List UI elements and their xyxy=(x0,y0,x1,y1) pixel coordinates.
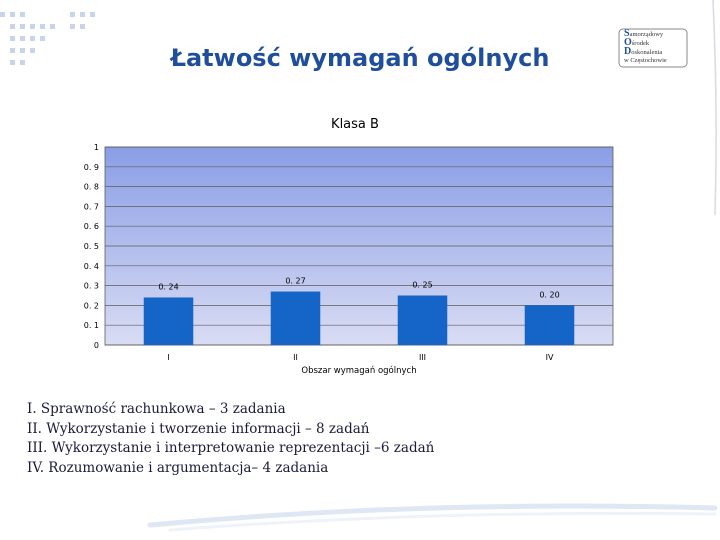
data-label: 0. 27 xyxy=(285,276,306,286)
legend-item-iv: IV. Rozumowanie i argumentacja– 4 zadania xyxy=(27,459,329,476)
bar-i xyxy=(144,297,194,345)
x-tick-label: I xyxy=(167,353,170,362)
category-legend xyxy=(27,400,434,478)
y-tick-label: 1 xyxy=(93,143,99,152)
data-label: 0. 20 xyxy=(539,290,560,300)
x-tick-label: II xyxy=(293,353,298,362)
y-tick-label: 0. 3 xyxy=(83,281,99,291)
data-label: 0. 25 xyxy=(412,280,433,290)
legend-item-iii: III. Wykorzystanie i interpretowanie reprezentacji –6 zadań xyxy=(27,440,435,456)
y-tick-label: 0 xyxy=(93,341,99,350)
y-tick-label: 0. 9 xyxy=(83,162,99,172)
y-tick-label: 0. 1 xyxy=(83,321,99,331)
y-tick-label: 0. 7 xyxy=(83,202,99,212)
y-tick-label: 0. 6 xyxy=(83,222,99,232)
x-tick-label: III xyxy=(418,353,427,362)
institution-logo: Samorządowy Ośrodek Doskonalenia w Częstochowie xyxy=(618,28,688,68)
bar-iii xyxy=(398,296,448,346)
decorative-edge-line xyxy=(712,0,720,220)
x-tick-label: IV xyxy=(545,353,554,362)
x-axis-label: Obszar wymagań ogólnych xyxy=(301,366,417,376)
legend-item-ii: II. Wykorzystanie i tworzenie informacji – 8 zadań xyxy=(27,420,370,437)
y-tick-label: 0. 8 xyxy=(83,182,99,192)
data-label: 0. 24 xyxy=(158,282,179,292)
bar-ii xyxy=(271,292,321,345)
decorative-swoosh xyxy=(0,470,720,540)
y-tick-label: 0. 4 xyxy=(83,261,99,271)
y-tick-label: 0. 5 xyxy=(83,242,99,251)
y-tick-label: 0. 2 xyxy=(83,301,99,311)
slide-title: Łatwość wymagań ogólnych xyxy=(170,44,550,72)
legend-item-i: I. Sprawność rachunkowa – 3 zadania xyxy=(27,401,286,417)
bar-iv xyxy=(525,305,575,345)
chart-title: Klasa B xyxy=(331,117,379,132)
